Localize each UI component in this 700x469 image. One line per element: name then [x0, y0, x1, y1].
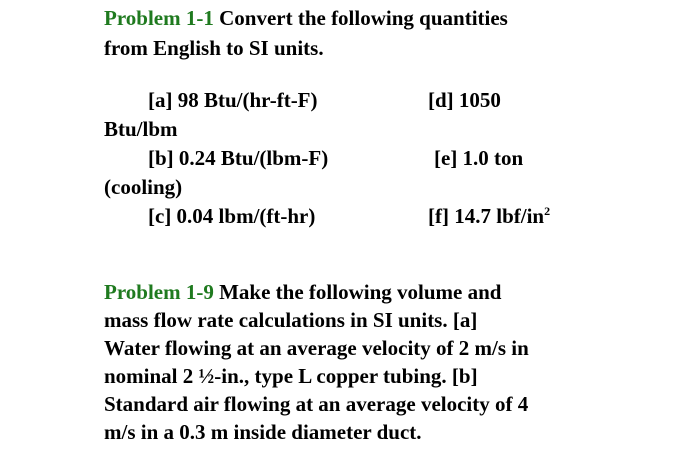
- problem-1-1-heading: Problem 1-1: [104, 6, 214, 30]
- problem-1-9-line-4: nominal 2 ½-in., type L copper tubing. [b]: [104, 364, 478, 388]
- item-f-text: [f] 14.7 lbf/in: [428, 204, 545, 228]
- item-b: [b] 0.24 Btu/(lbm-F): [148, 146, 329, 170]
- problem-1-9-line-2: mass flow rate calculations in SI units. [a]: [104, 308, 478, 332]
- problem-1-9-line-1-text: Make the following volume and: [213, 280, 502, 304]
- problem-1-9-heading: Problem 1-9: [104, 280, 214, 304]
- item-a: [a] 98 Btu/(hr-ft-F): [148, 88, 318, 112]
- item-d-wrap: Btu/lbm: [104, 117, 178, 141]
- item-f-superscript: 2: [544, 204, 551, 218]
- problem-1-1-title-line-2: from English to SI units.: [104, 36, 324, 60]
- item-f: [428, 203, 550, 229]
- problem-1-1-title-line-1: [104, 5, 508, 31]
- item-e: [e] 1.0 ton: [434, 146, 524, 170]
- problem-1-9-line-1: [104, 279, 501, 305]
- item-d: [d] 1050: [428, 88, 501, 112]
- item-c: [c] 0.04 lbm/(ft-hr): [148, 204, 316, 228]
- problem-1-9-line-5: Standard air flowing at an average velocity of 4: [104, 392, 529, 416]
- problem-1-9-line-3: Water flowing at an average velocity of 2 m/s in: [104, 336, 529, 360]
- problem-1-1-title-text: Convert the following quantities: [213, 6, 508, 30]
- item-e-wrap: (cooling): [104, 175, 183, 199]
- problem-1-9-line-6: m/s in a 0.3 m inside diameter duct.: [104, 420, 422, 444]
